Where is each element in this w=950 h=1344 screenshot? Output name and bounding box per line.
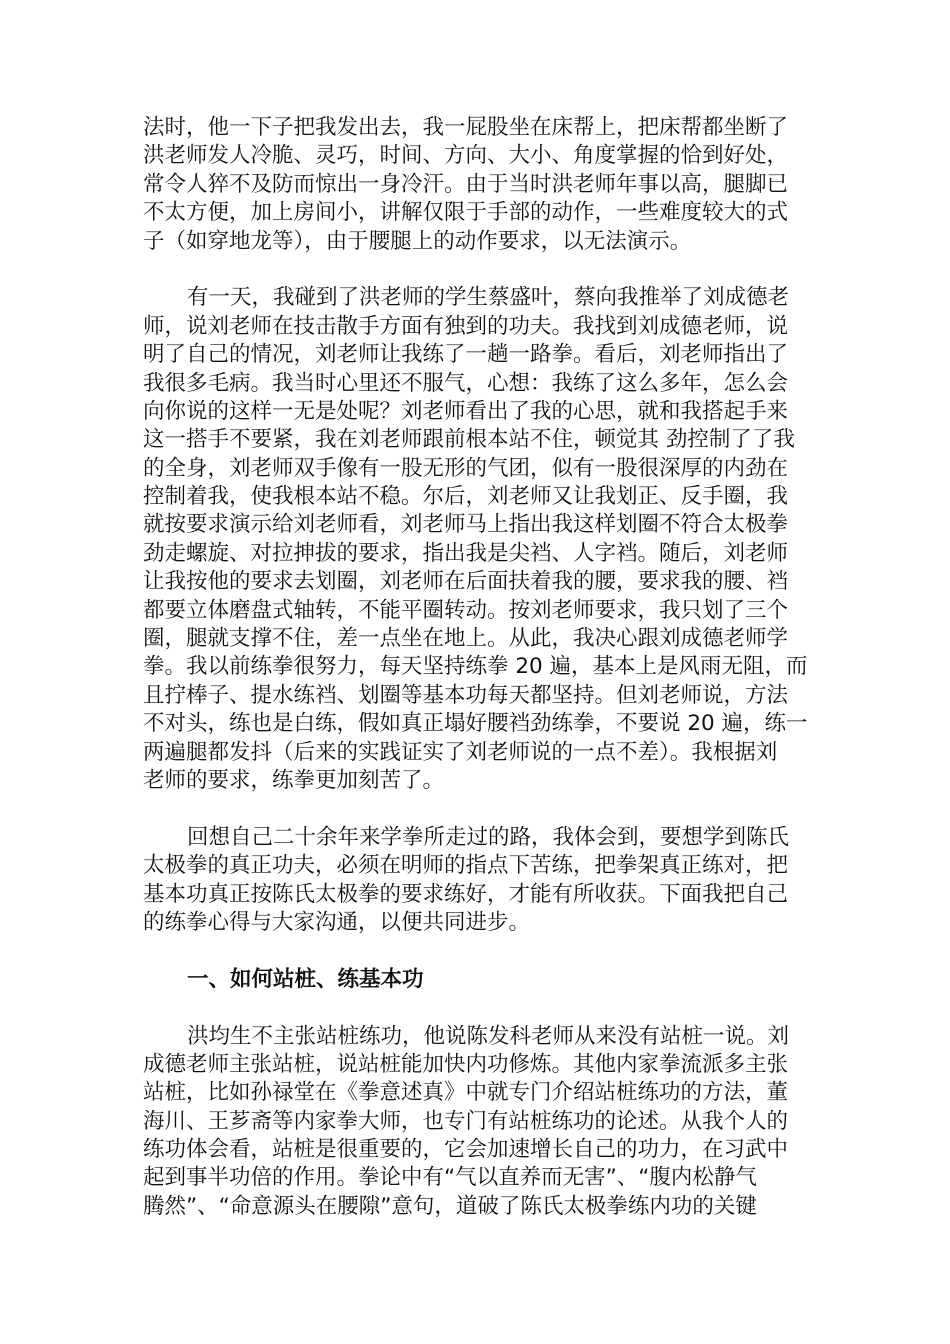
text-line: 的全身，刘老师双手像有一股无形的气团，似有一股很深厚的内劲在 (143, 455, 789, 481)
text-line: 的练拳心得与大家沟通，以便共同进步。 (143, 909, 531, 935)
paragraph-gap (143, 994, 809, 1022)
text-line: 海川、王芗斋等内家拳大师，也专门有站桩练功的论述。从我个人的 (143, 1108, 789, 1134)
text-line: 站桩，比如孙禄堂在《拳意述真》中就专门介绍站桩练功的方法，董 (143, 1080, 789, 1106)
text-line: 腾然”、“命意源头在腰隙”意句，道破了陈氏太极拳练内功的关键 (143, 1193, 757, 1219)
text-line: 基本功真正按陈氏太极拳的要求练好，才能有所收获。下面我把自己 (143, 881, 789, 907)
text-line: 洪老师发人冷脆、灵巧，时间、方向、大小、角度掌握的恰到好处， (143, 143, 789, 169)
text-line: 老师的要求，练拳更加刻苦了。 (143, 767, 445, 793)
text-line: 回想自己二十余年来学拳所走过的路，我体会到，要想学到陈氏 (187, 824, 790, 850)
text-line: 两遍腿都发抖（后来的实践证实了刘老师说的一点不差）。我根据刘 (143, 739, 778, 765)
paragraph-4 (143, 1023, 809, 1222)
text-line: 明了自己的情况，刘老师让我练了一趟一路拳。看后，刘老师指出了 (143, 342, 789, 368)
paragraph-2 (143, 284, 809, 795)
text-line: 师，说刘老师在技击散手方面有独到的功夫。我找到刘成德老师，说 (143, 313, 789, 339)
text-line: 向你说的这样一无是处呢？刘老师看出了我的心思，就和我搭起手来 (143, 398, 789, 424)
text-line: 子（如穿地龙等），由于腰腿上的动作要求，以无法演示。 (143, 228, 692, 254)
text-line: 我很多毛病。我当时心里还不服气，心想：我练了这么多年，怎么会 (143, 370, 789, 396)
section-heading: 一、如何站桩、练基本功 (187, 966, 424, 992)
text-line: 洪均生不主张站桩练功，他说陈发科老师从来没有站桩一说。刘 (187, 1023, 790, 1049)
document-body (143, 114, 809, 1221)
text-line: 劲走螺旋、对拉抻拔的要求，指出我是尖裆、人字裆。随后，刘老师 (143, 540, 789, 566)
text-line: 太极拳的真正功夫，必须在明师的指点下苦练，把拳架真正练对，把 (143, 853, 789, 879)
paragraph-1 (143, 114, 809, 256)
paragraph-gap (143, 256, 809, 284)
text-line: 法时，他一下子把我发出去，我一屁股坐在床帮上，把床帮都坐断了 (143, 115, 789, 140)
text-line: 有一天，我碰到了洪老师的学生蔡盛叶，蔡向我推举了刘成德老 (187, 285, 790, 311)
text-line: 控制着我，使我根本站不稳。尔后，刘老师又让我划正、反手圈，我 (143, 484, 789, 510)
text-line: 圈，腿就支撑不住，差一点坐在地上。从此，我决心跟刘成德老师学 (143, 626, 789, 652)
text-line: 成德老师主张站桩，说站桩能加快内功修炼。其他内家拳流派多主张 (143, 1051, 789, 1077)
text-line: 起到事半功倍的作用。拳论中有“气以直养而无害”、“腹内松静气 (143, 1165, 757, 1191)
text-line: 且拧棒子、提水练裆、划圈等基本功每天都坚持。但刘老师说，方法 (143, 682, 789, 708)
text-line: 就按要求演示给刘老师看，刘老师马上指出我这样划圈不符合太极拳 (143, 512, 789, 538)
text-line: 常令人猝不及防而惊出一身冷汗。由于当时洪老师年事以高，腿脚已 (143, 171, 789, 197)
paragraph-3 (143, 824, 809, 938)
text-line: 都要立体磨盘式轴转，不能平圈转动。按刘老师要求，我只划了三个 (143, 597, 789, 623)
text-line: 不太方便，加上房间小，讲解仅限于手部的动作，一些难度较大的式 (143, 200, 789, 226)
text-line: 不对头，练也是白练，假如真正塌好腰裆劲练拳，不要说 20 遍，练一 (143, 711, 808, 737)
text-line: 练功体会看，站桩是很重要的，它会加速增长自己的功力，在习武中 (143, 1137, 789, 1163)
text-line: 拳。我以前练拳很努力，每天坚持练拳 20 遍，基本上是风雨无阻，而 (143, 654, 808, 680)
paragraph-gap (143, 937, 809, 965)
text-line: 这一搭手不要紧，我在刘老师跟前根本站不住，顿觉其 劲控制了了我 (143, 427, 795, 453)
text-line: 让我按他的要求去划圈，刘老师在后面扶着我的腰，要求我的腰、裆 (143, 569, 789, 595)
paragraph-gap (143, 795, 809, 823)
